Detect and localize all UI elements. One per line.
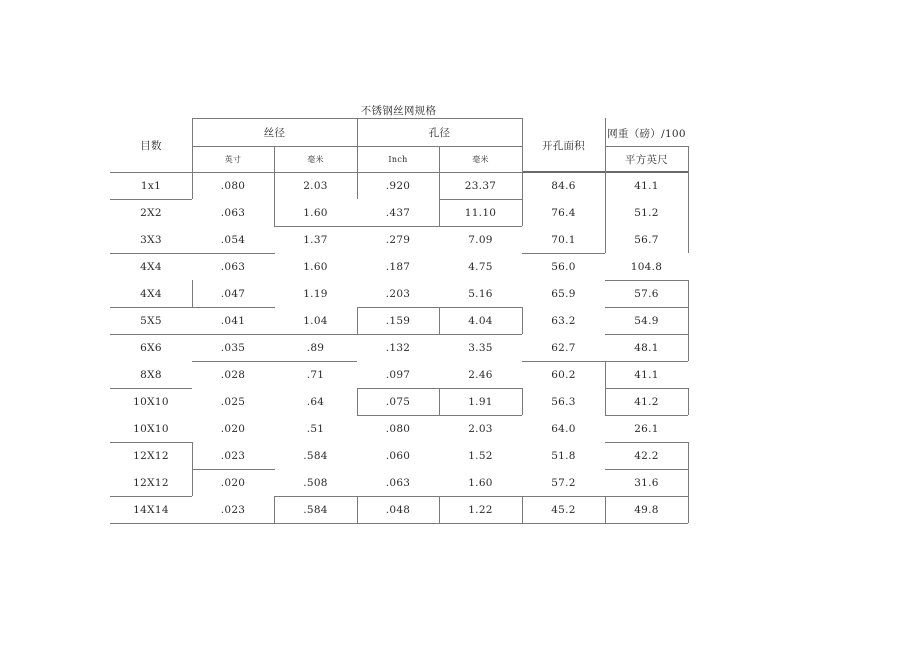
cell-hole-inch: .080 [385, 423, 411, 435]
grid-line [192, 442, 193, 496]
grid-line [192, 334, 357, 335]
cell-wire-inch: .023 [220, 450, 246, 462]
cell-open-area: 57.2 [551, 477, 576, 489]
column-divider [357, 118, 358, 172]
grid-line [274, 226, 522, 227]
cell-weight: 49.8 [634, 504, 659, 516]
grid-line [110, 388, 192, 389]
cell-wire-mm: 1.60 [303, 261, 328, 273]
cell-open-area: 56.0 [551, 261, 576, 273]
grid-line [605, 388, 688, 389]
cell-wire-mm: 1.04 [303, 315, 328, 327]
cell-hole-inch: .097 [385, 369, 411, 381]
cell-wire-inch: .023 [220, 504, 246, 516]
cell-wire-inch: .063 [220, 207, 246, 219]
cell-wire-inch: .020 [220, 423, 246, 435]
grid-line [605, 496, 606, 523]
grid-line [192, 469, 275, 470]
cell-hole-mm: 1.91 [468, 396, 493, 408]
cell-hole-mm: 2.46 [468, 369, 493, 381]
cell-open-area: 63.2 [551, 315, 576, 327]
subheader-wire-mm: 毫米 [307, 154, 324, 164]
cell-open-area: 65.9 [551, 288, 576, 300]
header-divider [605, 146, 688, 147]
cell-weight: 42.2 [634, 450, 659, 462]
cell-wire-inch: .047 [220, 288, 246, 300]
cell-hole-inch: .063 [385, 477, 411, 489]
cell-hole-mm: 11.10 [464, 207, 497, 219]
subheader-hole-mm: 毫米 [472, 154, 489, 164]
header-mesh-count: 目数 [140, 139, 162, 152]
cell-hole-inch: .920 [385, 180, 411, 192]
cell-hole-mm: 1.22 [468, 504, 493, 516]
grid-line [605, 361, 606, 415]
grid-line [605, 280, 688, 281]
cell-hole-inch: .203 [385, 288, 411, 300]
grid-line [357, 496, 358, 523]
grid-line [274, 199, 275, 226]
column-divider [274, 146, 275, 172]
cell-weight: 48.1 [634, 342, 659, 354]
grid-line [688, 172, 689, 253]
cell-hole-mm: 1.52 [468, 450, 493, 462]
grid-line [605, 334, 688, 335]
cell-mesh: 12X12 [133, 477, 169, 489]
cell-mesh: 5X5 [140, 315, 162, 327]
grid-line [357, 307, 358, 334]
cell-mesh: 10X10 [133, 423, 169, 435]
grid-line [522, 388, 523, 415]
header-open-area: 开孔面积 [541, 139, 586, 152]
grid-line [357, 334, 522, 335]
grid-line [688, 280, 689, 361]
cell-weight: 41.1 [634, 369, 659, 381]
grid-line [110, 334, 192, 335]
header-hole-size: 孔径 [428, 126, 451, 139]
cell-open-area: 62.7 [551, 342, 576, 354]
grid-line [605, 415, 688, 416]
header-weight-line2: 平方英尺 [624, 153, 669, 166]
cell-hole-inch: .075 [385, 396, 411, 408]
cell-open-area: 51.8 [551, 450, 576, 462]
cell-wire-inch: .054 [220, 234, 246, 246]
grid-line [439, 496, 440, 523]
grid-line [522, 496, 523, 523]
table-title: 不锈钢丝网规格 [360, 104, 437, 117]
column-divider [688, 146, 689, 172]
cell-open-area: 70.1 [551, 234, 576, 246]
cell-mesh: 14X14 [133, 504, 169, 516]
cell-hole-inch: .159 [385, 315, 411, 327]
cell-hole-inch: .279 [385, 234, 411, 246]
grid-line [605, 469, 688, 470]
cell-wire-mm: .71 [306, 369, 325, 381]
cell-wire-inch: .080 [220, 180, 246, 192]
cell-weight: 56.7 [634, 234, 659, 246]
grid-line [605, 172, 606, 199]
cell-wire-mm: 2.03 [303, 180, 328, 192]
cell-weight: 51.2 [634, 207, 659, 219]
grid-line [357, 172, 358, 199]
cell-weight: 41.1 [634, 180, 659, 192]
cell-mesh: 3X3 [140, 234, 162, 246]
cell-hole-inch: .060 [385, 450, 411, 462]
column-divider [605, 118, 606, 172]
column-divider [439, 146, 440, 172]
cell-wire-inch: .028 [220, 369, 246, 381]
grid-line [274, 172, 275, 199]
cell-wire-mm: .508 [303, 477, 328, 489]
header-wire-diameter: 丝径 [263, 126, 286, 139]
grid-line [274, 496, 275, 523]
cell-hole-inch: .132 [385, 342, 411, 354]
cell-weight: 41.2 [634, 396, 659, 408]
cell-weight: 26.1 [634, 423, 659, 435]
subheader-wire-inch: 英寸 [224, 154, 242, 164]
cell-weight: 104.8 [630, 261, 663, 273]
cell-open-area: 64.0 [551, 423, 576, 435]
grid-line [110, 523, 688, 524]
cell-mesh: 12X12 [133, 450, 169, 462]
grid-line [192, 361, 357, 362]
grid-line [439, 199, 522, 200]
cell-weight: 54.9 [634, 315, 659, 327]
cell-weight: 31.6 [634, 477, 659, 489]
grid-line [605, 442, 688, 443]
cell-wire-mm: 1.19 [303, 288, 328, 300]
cell-open-area: 56.3 [551, 396, 576, 408]
grid-line [605, 199, 606, 253]
grid-line [439, 172, 440, 199]
grid-line [110, 253, 275, 254]
column-divider [192, 118, 193, 172]
cell-mesh: 4X4 [140, 261, 162, 273]
grid-line [275, 496, 688, 497]
grid-line [522, 253, 605, 254]
cell-hole-mm: 2.03 [468, 423, 493, 435]
cell-wire-mm: .51 [306, 423, 325, 435]
cell-weight: 57.6 [634, 288, 659, 300]
grid-line [357, 415, 522, 416]
cell-wire-inch: .020 [220, 477, 246, 489]
cell-open-area: 84.6 [551, 180, 576, 192]
cell-wire-inch: .063 [220, 261, 246, 273]
grid-line [192, 307, 275, 308]
grid-line [439, 199, 440, 226]
cell-mesh: 2X2 [140, 207, 162, 219]
cell-wire-mm: .584 [303, 450, 328, 462]
cell-mesh: 4X4 [140, 288, 162, 300]
cell-hole-inch: .048 [385, 504, 411, 516]
grid-line [439, 307, 440, 334]
cell-wire-mm: .64 [306, 396, 325, 408]
grid-line [110, 199, 192, 200]
grid-line [192, 280, 193, 307]
cell-wire-mm: 1.60 [303, 207, 328, 219]
cell-open-area: 45.2 [551, 504, 576, 516]
cell-wire-inch: .025 [220, 396, 246, 408]
grid-line [357, 388, 358, 415]
cell-wire-mm: .89 [306, 342, 325, 354]
cell-hole-mm: 4.04 [468, 315, 493, 327]
grid-line [605, 307, 688, 308]
cell-open-area: 76.4 [551, 207, 576, 219]
grid-line [192, 172, 193, 199]
cell-mesh: 8X8 [140, 369, 162, 381]
grid-line [110, 307, 192, 308]
grid-line [110, 496, 192, 497]
header-weight-line1: 网重（磅）/100 [607, 127, 686, 140]
cell-hole-mm: 7.09 [468, 234, 493, 246]
cell-hole-inch: .437 [385, 207, 411, 219]
cell-hole-mm: 4.75 [468, 261, 493, 273]
grid-line [688, 388, 689, 415]
grid-line [688, 442, 689, 523]
grid-line [110, 442, 192, 443]
cell-hole-inch: .187 [385, 261, 411, 273]
cell-hole-mm: 5.16 [468, 288, 493, 300]
cell-hole-mm: 23.37 [464, 180, 497, 192]
grid-line [522, 172, 523, 199]
cell-wire-mm: 1.37 [303, 234, 328, 246]
grid-line [522, 307, 523, 334]
cell-mesh: 1x1 [140, 180, 162, 192]
cell-wire-inch: .035 [220, 342, 246, 354]
cell-mesh: 10X10 [133, 396, 169, 408]
cell-mesh: 6X6 [140, 342, 162, 354]
cell-open-area: 60.2 [551, 369, 576, 381]
cell-hole-mm: 1.60 [468, 477, 493, 489]
cell-hole-mm: 3.35 [468, 342, 493, 354]
grid-line [439, 388, 440, 415]
cell-wire-inch: .041 [220, 315, 246, 327]
column-divider [522, 118, 523, 172]
grid-line [522, 199, 523, 226]
cell-wire-mm: .584 [303, 504, 328, 516]
subheader-hole-inch: Inch [388, 154, 408, 164]
